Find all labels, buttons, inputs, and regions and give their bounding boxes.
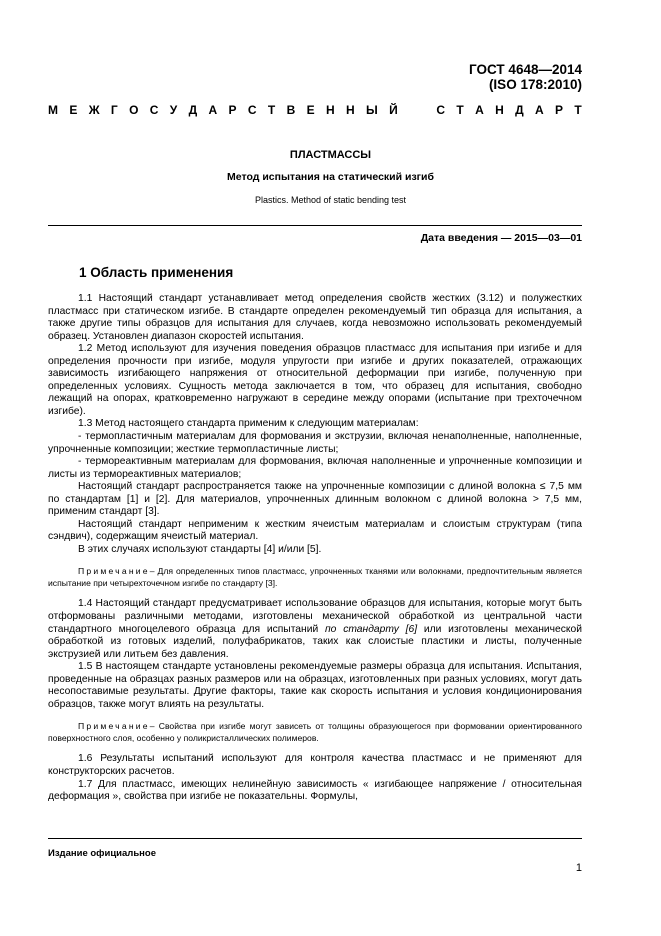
- banner-letter: Т: [267, 103, 276, 117]
- paragraph-1-7: 1.7 Для пластмасс, имеющих нелинейную зависимость « изгибающее напряжение / относительная деформация », свойства при изгибе не показательны. Формулы,: [48, 778, 582, 803]
- banner-letter: Т: [456, 103, 464, 117]
- banner-letter: Т: [574, 103, 582, 117]
- section-body: [48, 293, 582, 804]
- banner-letter: С: [247, 103, 257, 117]
- interstate-standard-banner: [48, 103, 582, 117]
- banner-letter: Д: [515, 103, 524, 117]
- banner-letter: М: [48, 103, 58, 117]
- paragraph-1-3: 1.3 Метод настоящего стандарта применим к следующим материалам:: [78, 418, 419, 430]
- banner-letter: У: [169, 103, 178, 117]
- introduction-date: Дата введения — 2015—03—01: [420, 232, 582, 244]
- banner-letter: О: [129, 103, 139, 117]
- paragraph-1-1: 1.1 Настоящий стандарт устанавливает метод определения свойств жестких (3.12) и полужестких пластмасс при статическом изгибе. В стандарте определен рекомендуемый тип образца для испытания, а также другие типы образцов для испытания для случаев, когда невозможно использовать рекомендуемый образец. Установлен диапазон скоростей испытания.: [48, 293, 582, 342]
- banner-letter: Е: [306, 103, 315, 117]
- paragraph-other-standards: В этих случаях используют стандарты [4] и/или [5].: [78, 543, 322, 555]
- paragraph-not-applicable: Настоящий стандарт неприменим к жестким ячеистым материалам и слоистым структурам (типа сэндвич), содержащим ячеистый материал.: [48, 518, 582, 543]
- note-text: – Для определенных типов пластмасс, упрочненных тканями или волокнами, предпочтительным является испытание при четырехточечном изгибе по стандарту [3].: [48, 566, 582, 589]
- official-edition-label: Издание официальное: [48, 848, 156, 859]
- note-label: Примечание: [78, 566, 150, 577]
- banner-letter: Д: [188, 103, 198, 117]
- standard-number-block: [469, 62, 582, 92]
- paragraph-1-2: 1.2 Метод используют для изучения поведения образцов пластмасс для испытания при изгибе и для определения прочности при изгибе, модуля упругости при изгибе и других показателей, отражающих зависимость изгибающего напряжения от относительной деформации при изгибе, полученную при определенных условиях. Сущность метода заключается в том, что образец для испытания, свободно лежащий на опорах, кратковременно нагружают в середине между опорами (испытание при трехточечном изгибе).: [48, 343, 582, 417]
- paragraph-1-4-text: 1.4 Настоящий стандарт предусматривает использование образцов для испытания, которые могут быть отформованы различными методами, изготовлены механической обработкой из центральной части стандартного многоцелевого образца для испытаний: [48, 598, 582, 635]
- paragraph-fiber-length: Настоящий стандарт распространяется также на упрочненные композиции с длиной волокна ≤ 7,5 мм по стандартам [1] и [2]. Для материалов, упрочненных длинным волокном с длиной волокна > 7,5 мм, применим стандарт [3].: [48, 481, 582, 518]
- iso-number: (ISO 178:2010): [488, 77, 582, 92]
- banner-letter: В: [286, 103, 296, 117]
- page-number: 1: [575, 862, 582, 874]
- note-text: – Свойства при изгибе могут зависеть от толщины образующегося при формовании ориентированного поверхностного слоя, особенно у поликристаллических полимеров.: [48, 721, 582, 744]
- divider-bottom: [48, 838, 582, 839]
- banner-letter: А: [535, 103, 544, 117]
- note-1: [48, 565, 582, 589]
- english-title: Plastics. Method of static bending test: [254, 195, 407, 205]
- document-subtitle: Метод испытания на статический изгиб: [227, 171, 434, 183]
- banner-letter: Й: [389, 103, 398, 117]
- standard-number: ГОСТ 4648—2014: [469, 62, 582, 77]
- banner-letter: Н: [345, 103, 355, 117]
- banner-letter: Ы: [365, 103, 378, 117]
- banner-letter: С: [436, 103, 446, 117]
- paragraph-1-5: 1.5 В настоящем стандарте установлены рекомендуемые размеры образца для испытания. Испытания, проведенные на образцах разных размеров или на образцах, изготовленных при разных условиях, могут дать несопоставимые результаты. Другие факторы, такие как скорость испытания и условия кондиционирования образцов, также могут влиять на результаты.: [48, 661, 582, 710]
- banner-letter: А: [208, 103, 218, 117]
- note-label: Примечание: [78, 721, 150, 732]
- document-title: ПЛАСТМАССЫ: [289, 149, 372, 161]
- list-item-thermosets: - термореактивным материалам для формования, включая наполненные и упрочненные композиции и листы из термореактивных материалов;: [48, 456, 582, 480]
- banner-letter: А: [475, 103, 484, 117]
- paragraph-1-4-reference: по стандарту [6]: [325, 623, 418, 635]
- banner-letter: Н: [495, 103, 504, 117]
- banner-letter: Р: [555, 103, 564, 117]
- banner-letter: Г: [110, 103, 118, 117]
- paragraph-1-6: 1.6 Результаты испытаний используют для контроля качества пластмасс и не применяют для конструкторских расчетов.: [48, 753, 582, 777]
- paragraph-1-4-text-end: или изготовлены механической обработкой из готовых изделий, полуфабрикатов, таких как слоистые пластики и листы, полученные экструзией или литьем без давления.: [48, 623, 582, 660]
- section-heading: 1 Область применения: [79, 265, 234, 280]
- banner-letter: Ж: [88, 103, 100, 117]
- divider-top: [48, 225, 582, 226]
- banner-letter: С: [149, 103, 159, 117]
- paragraph-1-4: [48, 598, 582, 661]
- banner-letter: Е: [69, 103, 78, 117]
- note-2: [48, 720, 582, 744]
- banner-letter: Н: [325, 103, 335, 117]
- banner-word-gap: [409, 103, 425, 117]
- banner-letter: Р: [228, 103, 237, 117]
- list-item-thermoplastics: - термопластичным материалам для формования и экструзии, включая ненаполненные, наполненные, упрочненные композиции; жесткие термопластичные листы;: [48, 431, 582, 455]
